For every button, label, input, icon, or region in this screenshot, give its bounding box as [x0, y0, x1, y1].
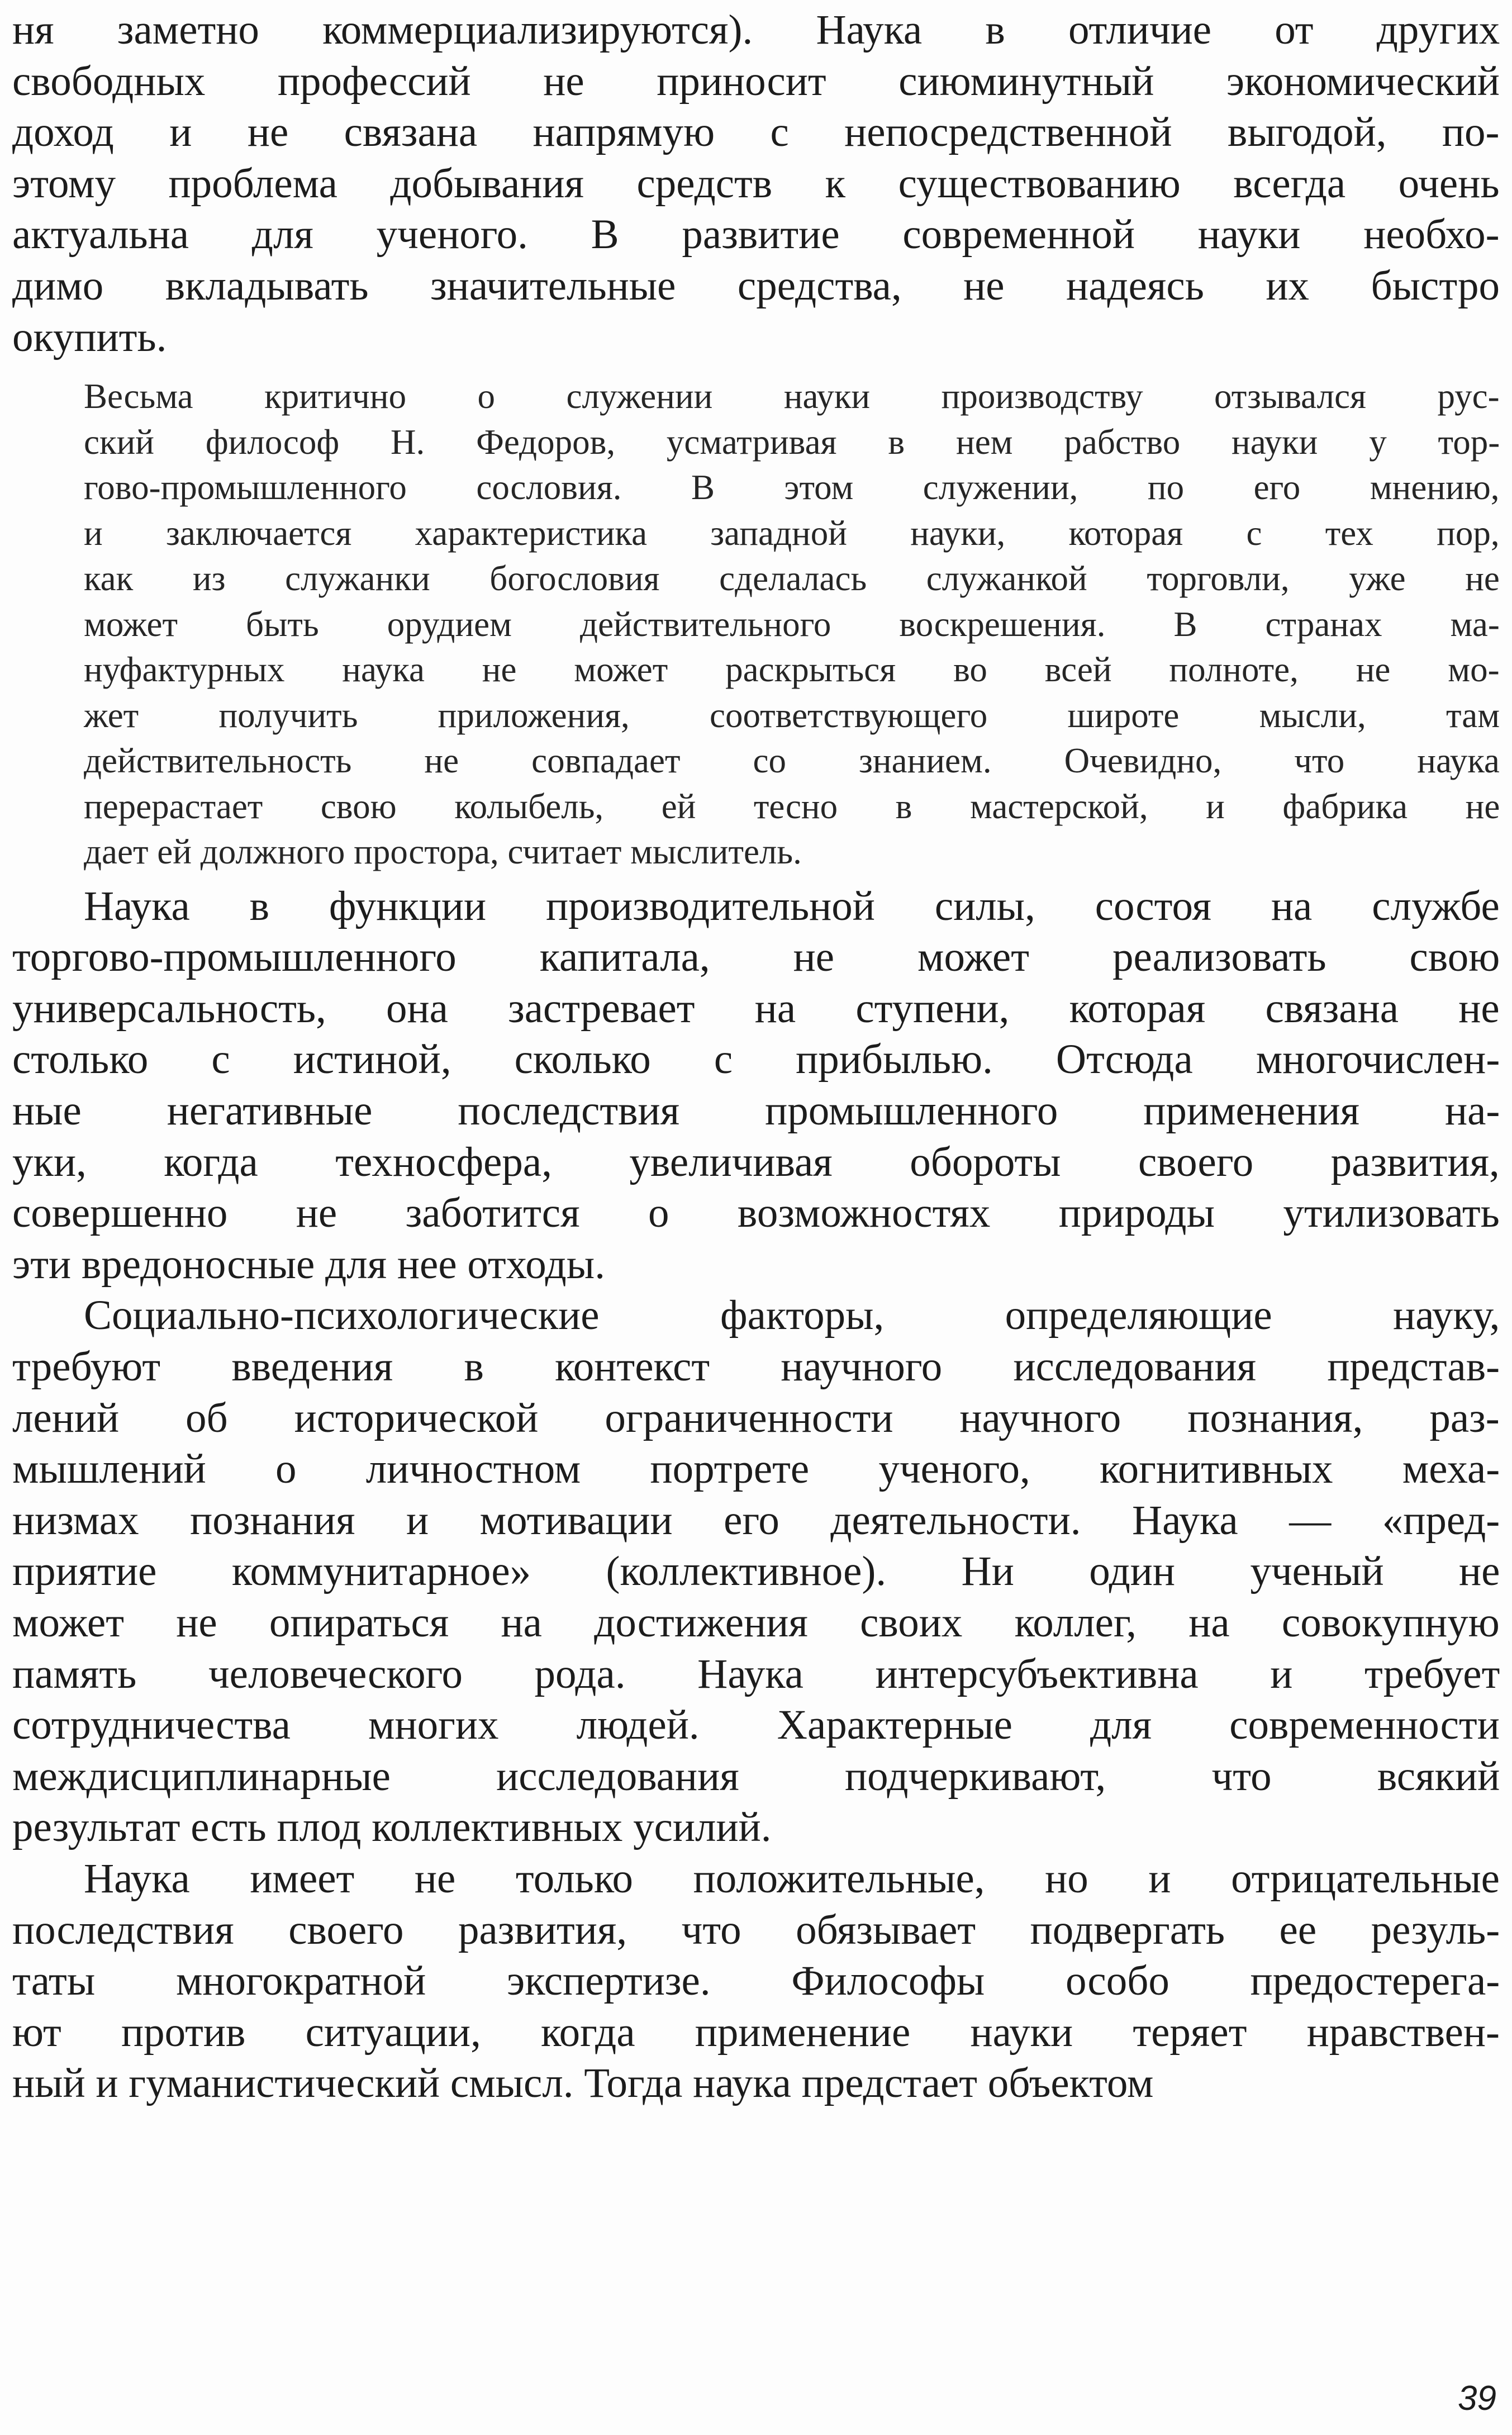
- text-line: мышлений о личностном портрете ученого, когнитивных меха-: [12, 1446, 1500, 1493]
- text-line: совершенно не заботится о возможностях природы утилизовать: [12, 1190, 1500, 1237]
- text-line: требуют введения в контекст научного исследования представ-: [12, 1344, 1500, 1390]
- quote-paragraph: [84, 374, 1500, 875]
- text-line: ный и гуманистический смысл. Тогда наука предстает объектом: [12, 2060, 1154, 2107]
- text-line: эти вредоносные для нее отходы.: [12, 1241, 605, 1288]
- text-line: ют против ситуации, когда применение науки теряет нравствен-: [12, 2009, 1500, 2056]
- body-paragraph: [12, 4, 1500, 363]
- text-line: димо вкладывать значительные средства, не надеясь их быстро: [12, 262, 1500, 309]
- body-paragraph: [12, 1290, 1500, 1853]
- text-line: торгово-промышленного капитала, не может реализовать свою: [12, 934, 1500, 981]
- text-line: последствия своего развития, что обязывает подвергать ее резуль-: [12, 1906, 1500, 1953]
- page-text: [12, 4, 1500, 2109]
- text-line: приятие коммунитарное» (коллективное). Ни один ученый не: [12, 1548, 1500, 1595]
- text-line: ский философ Н. Федоров, усматривая в нем рабство науки у тор-: [84, 422, 1500, 462]
- body-paragraph: [12, 881, 1500, 1290]
- text-line: окупить.: [12, 314, 167, 360]
- text-line: действительность не совпадает со знанием. Очевидно, что наука: [84, 741, 1500, 781]
- text-line: может не опираться на достижения своих коллег, на совокупную: [12, 1599, 1500, 1646]
- page-number: 39: [1458, 2379, 1496, 2418]
- text-line: может быть орудием действительного воскрешения. В странах ма-: [84, 604, 1500, 644]
- text-line: Социально-психологические факторы, определяющие науку,: [84, 1292, 1500, 1339]
- text-line: междисциплинарные исследования подчеркивают, что всякий: [12, 1753, 1500, 1800]
- text-line: уки, когда техносфера, увеличивая обороты своего развития,: [12, 1138, 1500, 1185]
- text-line: универсальность, она застревает на ступени, которая связана не: [12, 985, 1500, 1032]
- text-line: этому проблема добывания средств к существованию всегда очень: [12, 160, 1500, 207]
- text-line: доход и не связана напрямую с непосредственной выгодой, по-: [12, 109, 1500, 156]
- text-line: ня заметно коммерциализируются). Наука в отличие от других: [12, 7, 1500, 53]
- text-line: дает ей должного простора, считает мыслитель.: [84, 832, 802, 872]
- text-line: Наука имеет не только положительные, но и отрицательные: [84, 1855, 1500, 1902]
- text-line: результат есть плод коллективных усилий.: [12, 1804, 772, 1851]
- body-paragraph: [12, 1853, 1500, 2109]
- text-line: актуальна для ученого. В развитие современной науки необхо-: [12, 211, 1500, 258]
- text-line: столько с истиной, сколько с прибылью. Отсюда многочислен-: [12, 1036, 1500, 1083]
- text-line: Наука в функции производительной силы, состоя на службе: [84, 882, 1500, 929]
- text-line: ные негативные последствия промышленного применения на-: [12, 1088, 1500, 1135]
- text-line: гово-промышленного сословия. В этом служении, по его мнению,: [84, 468, 1500, 507]
- text-line: лений об исторической ограниченности научного познания, раз-: [12, 1394, 1500, 1441]
- text-line: перерастает свою колыбель, ей тесно в мастерской, и фабрика не: [84, 786, 1500, 826]
- text-line: низмах познания и мотивации его деятельности. Наука — «пред-: [12, 1497, 1500, 1544]
- text-line: свободных профессий не приносит сиюминутный экономический: [12, 58, 1500, 105]
- text-line: Весьма критично о служении науки производству отзывался рус-: [84, 377, 1500, 416]
- text-line: таты многократной экспертизе. Философы особо предостерега-: [12, 1958, 1500, 2005]
- text-line: память человеческого рода. Наука интерсубъективна и требует: [12, 1650, 1500, 1697]
- text-line: нуфактурных наука не может раскрыться во всей полноте, не мо-: [84, 650, 1500, 690]
- text-line: и заключается характеристика западной науки, которая с тех пор,: [84, 513, 1500, 553]
- text-line: сотрудничества многих людей. Характерные для современности: [12, 1702, 1500, 1749]
- text-line: жет получить приложения, соответствующего широте мысли, там: [84, 695, 1500, 735]
- text-line: как из служанки богословия сделалась служанкой торговли, уже не: [84, 559, 1500, 599]
